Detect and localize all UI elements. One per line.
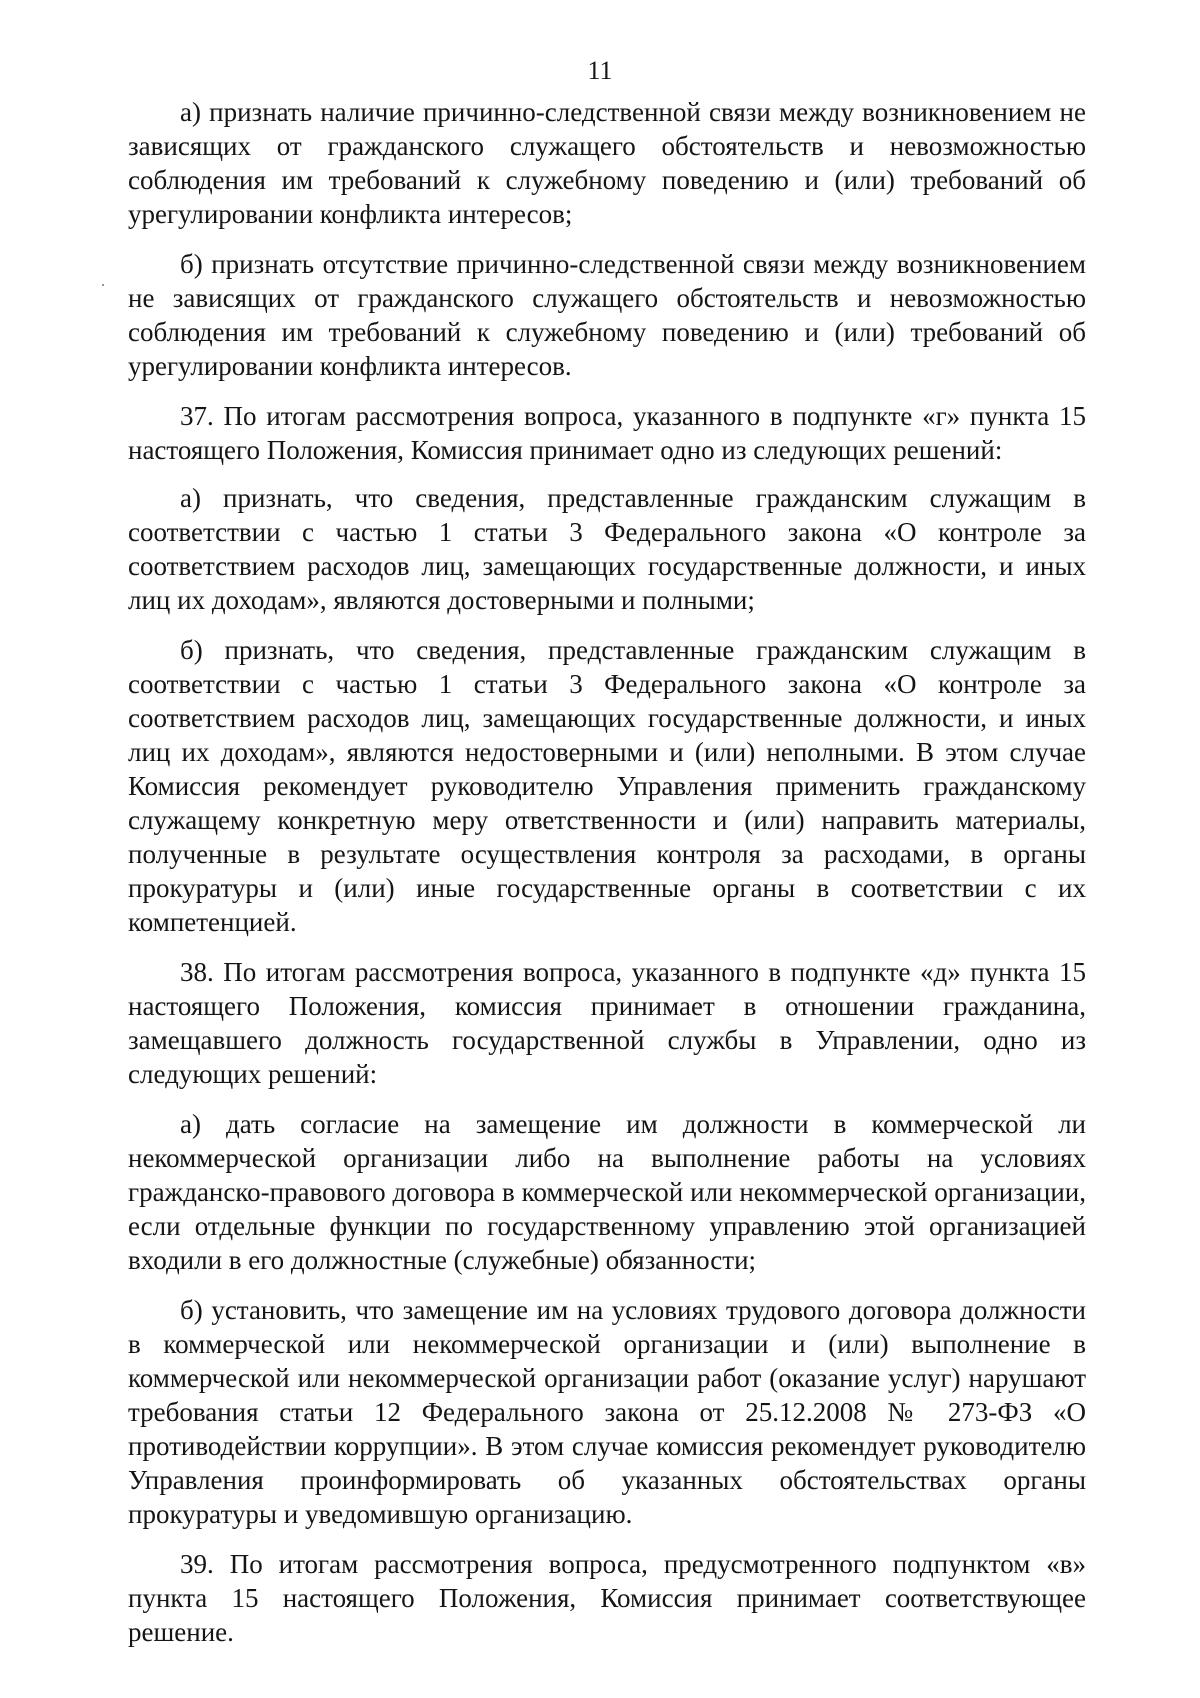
paragraph-36b: б) признать отсутствие причинно-следственной связи между возникновением не зависящих от гражданского служащего обстоятельств и невозможностью соблюдения им требований к служебному поведению и (или) требований об урегулировании конфликта интересов. [128,249,1086,381]
page-number: 11 [587,56,613,85]
paragraph-37: 37. По итогам рассмотрения вопроса, указанного в подпункте «г» пункта 15 настоящего Положения, Комиссия принимает одно из следующих решений: [128,401,1086,465]
paragraph-38a: а) дать согласие на замещение им должности в коммерческой ли некоммерческой организации либо на выполнение работы на условиях гражданско-правового договора в коммерческой или некоммерческой организации, если отдельные функции по государственному управлению этой организацией входили в его должностные (служебные) обязанности; [128,1109,1086,1275]
scan-speck [102,284,104,286]
paragraph-37a: а) признать, что сведения, представленные гражданским служащим в соответствии с частью 1 статьи 3 Федерального закона «О контроле за соответствием расходов лиц, замещающих государственные должности, и иных лиц их доходам», являются достоверными и полными; [128,483,1086,615]
paragraph-36a: а) признать наличие причинно-следственной связи между возникновением не зависящих от гражданского служащего обстоятельств и невозможностью соблюдения им требований к служебному поведению и (или) требований об урегулировании конфликта интересов; [128,97,1086,229]
paragraph-37b: б) признать, что сведения, представленные гражданским служащим в соответствии с частью 1 статьи 3 Федерального закона «О контроле за соответствием расходов лиц, замещающих государственные должности, и иных лиц их доходам», являются недостоверными и (или) неполными. В этом случае Комиссия рекомендует руководителю Управления применить гражданскому служащему конкретную меру ответственности и (или) направить материалы, полученные в результате осуществления контроля за расходами, в органы прокуратуры и (или) иные государственные органы в соответствии с их компетенцией. [128,635,1086,937]
document-body [128,95,1086,1665]
paragraph-39: 39. По итогам рассмотрения вопроса, предусмотренного подпунктом «в» пункта 15 настоящего Положения, Комиссия принимает соответствующее решение. [128,1549,1086,1647]
paragraph-38b: б) установить, что замещение им на условиях трудового договора должности в коммерческой или некоммерческой организации и (или) выполнение в коммерческой или некоммерческой организации работ (оказание услуг) нарушают требования статьи 12 Федерального закона от 25.12.2008 № 273-ФЗ «О противодействии коррупции». В этом случае комиссия рекомендует руководителю Управления проинформировать об указанных обстоятельствах органы прокуратуры и уведомившую организацию. [128,1295,1086,1529]
paragraph-38: 38. По итогам рассмотрения вопроса, указанного в подпункте «д» пункта 15 настоящего Положения, комиссия принимает в отношении гражданина, замещавшего должность государственной службы в Управлении, одно из следующих решений: [128,957,1086,1089]
